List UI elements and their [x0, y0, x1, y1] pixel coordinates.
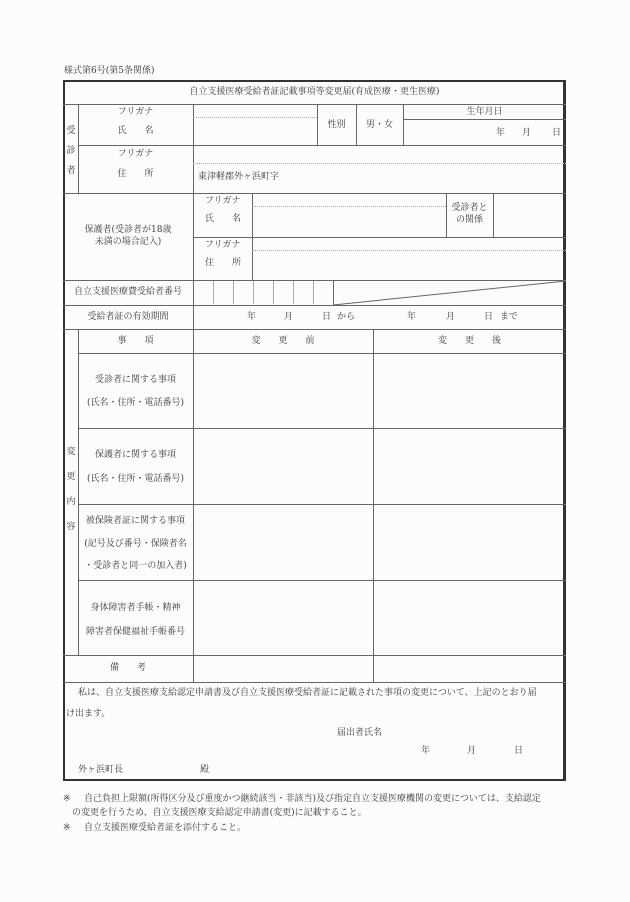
recipient-number-digit-7[interactable] [314, 281, 334, 304]
validity-to-day[interactable]: 日 [484, 312, 494, 322]
patient-address-furigana-label: フリガナ [117, 149, 154, 159]
divider [78, 353, 566, 354]
change-row-3-label-2: (記号及び番号・保険者名 [84, 539, 187, 549]
validity-to-year[interactable]: 年 [407, 312, 417, 322]
divider [63, 305, 566, 306]
change-row-3-before-input[interactable] [197, 508, 369, 575]
furigana-divider [252, 206, 446, 207]
patient-section-label-3: 者 [66, 166, 76, 176]
remarks-before-input[interactable] [197, 658, 369, 679]
change-row-4-after-input[interactable] [377, 584, 561, 650]
validity-label: 受給者証の有効期間 [87, 312, 169, 322]
recipient-number-digit-4[interactable] [254, 281, 274, 304]
note-1-mark: ※ [63, 794, 71, 804]
birthdate-day[interactable]: 日 [552, 128, 562, 138]
recipient-number-label: 自立支援医療費受給者番号 [73, 287, 182, 297]
validity-from-suffix: から [337, 312, 356, 322]
change-row-1-label-1: 受診者に関する事項 [94, 375, 176, 385]
guardian-address-label: 住 所 [205, 258, 242, 268]
divider [403, 119, 566, 120]
validity-from-month[interactable]: 月 [284, 312, 294, 322]
change-row-4-before-input[interactable] [197, 584, 369, 650]
validity-to-suffix: まで [500, 312, 519, 322]
guardian-address-input[interactable] [256, 254, 556, 274]
change-row-1-label-2: (氏名・住所・電話番号) [86, 398, 185, 408]
changes-section-label-3: 内 [66, 497, 76, 507]
change-row-2-after-input[interactable] [377, 432, 561, 499]
note-2-line-1: 自立支援医療受給者証を添付すること。 [84, 823, 247, 833]
birthdate-label: 生年月日 [466, 107, 503, 117]
birthdate-year[interactable]: 年 [496, 128, 506, 138]
change-row-1-after-input[interactable] [377, 357, 561, 423]
divider [63, 329, 566, 330]
divider [193, 237, 566, 238]
divider [63, 655, 566, 656]
relation-input[interactable] [497, 204, 561, 224]
sex-options[interactable]: 男・女 [365, 120, 393, 130]
patient-name-label: 氏 名 [117, 126, 154, 136]
divider [78, 145, 566, 146]
validity-to-month[interactable]: 月 [446, 312, 456, 322]
declaration-text-2: け出ます。 [66, 709, 111, 719]
declaration-text-1: 私は、自立支援医療支給認定申請書及び自立支援医療受給者証に記載された事項の変更について、上記のとおり届 [78, 688, 537, 698]
patient-name-input[interactable] [197, 122, 313, 140]
note-1-line-1: 自己負担上限額(所得区分及び重度かつ継続該当・非該当)及び指定自立支援医療機関の変更については、支給認定 [84, 794, 541, 804]
guardian-name-input[interactable] [256, 209, 442, 229]
furigana-divider [193, 163, 566, 164]
patient-name-furigana-label: フリガナ [117, 107, 154, 117]
applicant-name-input[interactable] [385, 726, 555, 740]
guardian-section-label-2: 未満の場合記入) [94, 237, 162, 247]
change-row-3-label-1: 被保険者証に関する事項 [85, 516, 185, 526]
divider [63, 104, 566, 105]
divider [63, 193, 566, 194]
birthdate-month[interactable]: 月 [522, 128, 532, 138]
change-row-1-before-input[interactable] [197, 357, 369, 423]
changes-section-label-1: 変 [66, 447, 76, 457]
changes-section-label-2: 更 [66, 472, 76, 482]
guardian-section-label-1: 保護者(受診者が18歳 [84, 225, 172, 235]
header-after: 変 更 後 [437, 336, 501, 346]
divider [78, 504, 566, 505]
remarks-label: 備 考 [109, 663, 146, 673]
validity-from-day[interactable]: 日 [322, 312, 332, 322]
change-row-4-label-1: 身体障害者手帳・精神 [90, 603, 181, 613]
sex-label: 性別 [327, 120, 346, 130]
change-row-2-label-1: 保護者に関する事項 [94, 450, 176, 460]
patient-address-furigana-input[interactable] [197, 150, 557, 161]
guardian-address-furigana-label: フリガナ [205, 240, 241, 250]
recipient-number-digit-5[interactable] [274, 281, 294, 304]
divider [193, 305, 194, 329]
recipient-number-digit-1[interactable] [194, 281, 214, 304]
diagonal-line [333, 281, 566, 305]
diagonal-strike [333, 280, 567, 306]
relation-label-1: 受診者と [451, 203, 488, 213]
declaration-month[interactable]: 月 [467, 746, 477, 756]
guardian-name-label: 氏 名 [205, 214, 242, 224]
change-row-4-label-2: 障害者保健福祉手帳番号 [85, 627, 185, 637]
patient-section-label-2: 診 [66, 146, 76, 156]
patient-address-input[interactable]: 東津軽郡外ヶ浜町字 [198, 172, 280, 182]
divider [373, 329, 374, 682]
addressee: 外ヶ浜町長 [78, 765, 124, 775]
header-before: 変 更 前 [251, 336, 315, 346]
divider [493, 193, 494, 237]
divider [78, 428, 566, 429]
remarks-after-input[interactable] [377, 658, 561, 679]
change-row-3-label-3: ・受診者と同一の加入者) [84, 561, 187, 571]
recipient-number-digit-6[interactable] [294, 281, 314, 304]
applicant-label: 届出者氏名 [337, 728, 383, 738]
declaration-year[interactable]: 年 [421, 746, 431, 756]
recipient-number-digit-2[interactable] [214, 281, 234, 304]
header-item: 事 項 [117, 336, 154, 346]
divider [193, 329, 194, 682]
divider [63, 682, 566, 683]
form-title: 自立支援医療受給者証記載事項等変更届(育成医療・更生医療) [189, 87, 440, 97]
guardian-name-furigana-label: フリガナ [205, 196, 241, 206]
note-2-mark: ※ [63, 823, 71, 833]
recipient-number-digit-3[interactable] [234, 281, 254, 304]
divider [333, 280, 334, 305]
patient-section-label-1: 受 [66, 126, 76, 136]
change-row-3-after-input[interactable] [377, 508, 561, 575]
relation-label-2: の関係 [455, 215, 483, 225]
patient-name-furigana-input[interactable] [197, 106, 313, 116]
form-number: 様式第6号(第5条関係) [64, 66, 155, 76]
note-1-line-2: の変更を行うため、自立支援医療支給認定申請書(変更)に記載すること。 [72, 808, 367, 818]
change-row-2-before-input[interactable] [197, 432, 369, 499]
changes-section-label-4: 容 [66, 522, 76, 532]
declaration-day[interactable]: 日 [514, 746, 524, 756]
change-row-2-label-2: (氏名・住所・電話番号) [86, 474, 185, 484]
validity-from-year[interactable]: 年 [247, 312, 257, 322]
divider [78, 580, 566, 581]
furigana-divider [252, 250, 566, 251]
honorific: 殿 [200, 765, 210, 775]
furigana-divider [193, 117, 317, 118]
patient-address-label: 住 所 [117, 169, 154, 179]
